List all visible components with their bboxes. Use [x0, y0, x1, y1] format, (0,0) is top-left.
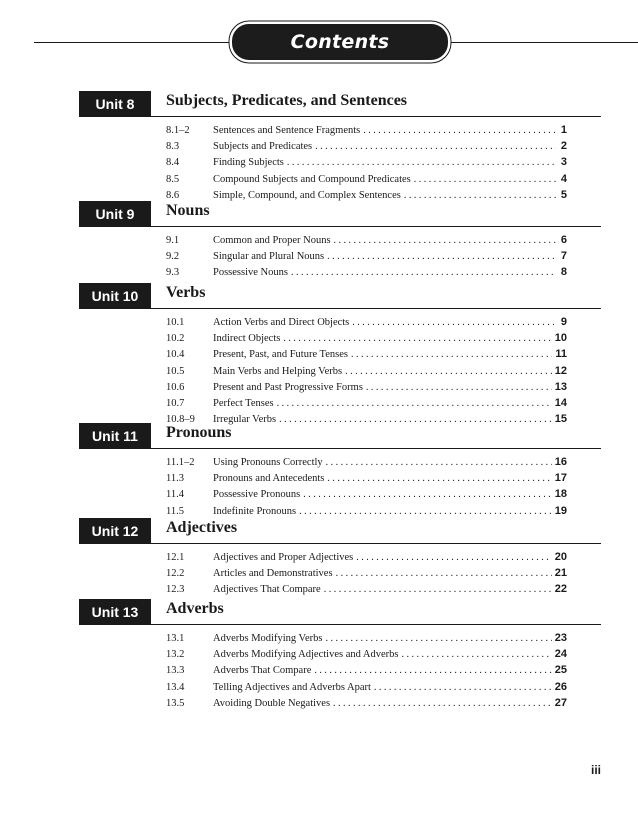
lesson-list — [166, 232, 567, 281]
dot-leader — [277, 396, 552, 412]
lesson-number: 9.3 — [166, 267, 180, 279]
dot-leader — [324, 582, 552, 598]
lesson-number: 11.4 — [166, 489, 184, 501]
unit-badge: Unit 12 — [79, 518, 151, 543]
lesson-page: 18 — [554, 488, 567, 501]
lesson-title: Present and Past Progressive Forms — [213, 381, 363, 393]
dot-leader — [325, 631, 551, 647]
unit-rule — [79, 308, 601, 309]
unit-rule — [79, 543, 601, 544]
lesson-list — [166, 454, 567, 519]
dot-leader — [401, 647, 551, 663]
lesson-page: 27 — [554, 696, 567, 709]
dot-leader — [366, 380, 552, 396]
lesson-number: 10.8–9 — [166, 414, 195, 426]
toc-entry[interactable] — [166, 646, 567, 662]
lesson-title: Adverbs That Compare — [213, 665, 312, 677]
lesson-page: 7 — [560, 250, 567, 263]
dot-leader — [345, 364, 552, 380]
lesson-title: Irregular Verbs — [213, 414, 277, 426]
lesson-page: 3 — [560, 156, 567, 169]
dot-leader — [333, 696, 552, 712]
lesson-number: 11.5 — [166, 505, 184, 517]
lesson-number: 8.4 — [166, 157, 180, 169]
dot-leader — [291, 265, 556, 281]
lesson-page: 6 — [560, 234, 567, 246]
lesson-title: Avoiding Double Negatives — [213, 697, 331, 709]
lesson-page: 12 — [554, 364, 567, 377]
lesson-page: 15 — [554, 413, 567, 426]
lesson-title: Sentences and Sentence Fragments — [213, 125, 361, 136]
toc-entry[interactable] — [166, 232, 567, 248]
dot-leader — [351, 347, 552, 363]
toc-entry[interactable] — [166, 314, 567, 330]
toc-entry[interactable] — [166, 470, 567, 486]
lesson-number: 9.1 — [166, 235, 180, 246]
toc-entry[interactable] — [166, 187, 567, 203]
unit-title: Verbs — [166, 284, 206, 301]
toc-entry[interactable] — [166, 154, 567, 170]
unit-title: Pronouns — [166, 424, 232, 441]
unit-rule — [79, 116, 601, 117]
lesson-number: 10.2 — [166, 333, 185, 345]
lesson-title: Adverbs Modifying Verbs — [213, 633, 323, 644]
lesson-title: Adjectives and Proper Adjectives — [213, 552, 354, 563]
unit-badge: Unit 8 — [79, 91, 151, 116]
lesson-list — [166, 314, 567, 427]
lesson-number: 12.2 — [166, 568, 185, 580]
unit-title: Nouns — [166, 202, 210, 219]
lesson-number: 8.3 — [166, 141, 180, 153]
toc-entry[interactable] — [166, 330, 567, 346]
lesson-page: 23 — [554, 632, 567, 644]
dot-leader — [279, 412, 552, 428]
dot-leader — [334, 233, 556, 249]
lesson-page: 1 — [560, 124, 567, 136]
lesson-number: 13.2 — [166, 649, 185, 661]
lesson-page: 16 — [554, 456, 567, 468]
lesson-title: Common and Proper Nouns — [213, 235, 331, 246]
lesson-page: 22 — [554, 583, 567, 596]
lesson-title: Possessive Pronouns — [213, 489, 301, 501]
dot-leader — [352, 315, 556, 331]
dot-leader — [283, 331, 551, 347]
lesson-page: 5 — [560, 188, 567, 201]
lesson-page: 21 — [554, 567, 567, 580]
lesson-number: 10.6 — [166, 381, 185, 393]
toc-entry[interactable] — [166, 138, 567, 154]
lesson-title: Using Pronouns Correctly — [213, 457, 323, 468]
toc-entry[interactable] — [166, 679, 567, 695]
toc-entry[interactable] — [166, 122, 567, 138]
unit-badge: Unit 9 — [79, 201, 151, 226]
lesson-number: 11.1–2 — [166, 457, 195, 468]
dot-leader — [374, 680, 552, 696]
dot-leader — [303, 487, 552, 503]
lesson-number: 8.1–2 — [166, 125, 190, 136]
lesson-page: 20 — [554, 551, 567, 563]
lesson-page: 9 — [560, 316, 567, 328]
lesson-page: 25 — [554, 664, 567, 677]
dot-leader — [326, 455, 552, 471]
lesson-title: Indefinite Pronouns — [213, 505, 297, 517]
toc-entry[interactable] — [166, 581, 567, 597]
dot-leader — [327, 471, 551, 487]
toc-entry[interactable] — [166, 264, 567, 280]
lesson-page: 2 — [560, 140, 567, 153]
lesson-title: Perfect Tenses — [213, 397, 274, 409]
dot-leader — [336, 566, 552, 582]
lesson-title: Action Verbs and Direct Objects — [213, 317, 350, 328]
lesson-title: Main Verbs and Helping Verbs — [213, 365, 343, 377]
toc-entry[interactable] — [166, 630, 567, 646]
dot-leader — [327, 249, 556, 265]
dot-leader — [363, 123, 556, 139]
lesson-number: 12.3 — [166, 584, 185, 596]
lesson-title: Telling Adjectives and Adverbs Apart — [213, 681, 371, 693]
lesson-number: 10.7 — [166, 397, 185, 409]
lesson-number: 13.3 — [166, 665, 185, 677]
dot-leader — [314, 663, 551, 679]
lesson-page: 19 — [554, 504, 567, 517]
lesson-title: Possessive Nouns — [213, 267, 288, 279]
dot-leader — [356, 550, 551, 566]
lesson-number: 8.5 — [166, 173, 180, 185]
dot-leader — [404, 188, 556, 204]
page-number: iii — [590, 763, 601, 777]
lesson-title: Simple, Compound, and Complex Sentences — [213, 189, 401, 201]
toc-entry[interactable] — [166, 363, 567, 379]
lesson-number: 10.4 — [166, 349, 185, 361]
lesson-title: Indirect Objects — [213, 333, 281, 345]
lesson-number: 11.3 — [166, 473, 184, 485]
lesson-list — [166, 122, 567, 203]
unit-title: Adverbs — [166, 600, 224, 617]
lesson-page: 26 — [554, 680, 567, 693]
toc-entry[interactable] — [166, 248, 567, 264]
lesson-page: 24 — [554, 648, 567, 661]
lesson-number: 8.6 — [166, 189, 180, 201]
lesson-page: 10 — [554, 332, 567, 345]
unit-badge: Unit 11 — [79, 423, 151, 448]
unit-title: Adjectives — [166, 519, 238, 536]
toc-entry[interactable] — [166, 454, 567, 470]
lesson-page: 4 — [560, 172, 567, 185]
toc-entry[interactable] — [166, 395, 567, 411]
lesson-title: Adverbs Modifying Adjectives and Adverbs — [213, 649, 399, 661]
toc-entry[interactable] — [166, 379, 567, 395]
lesson-page: 11 — [555, 348, 567, 361]
lesson-number: 13.1 — [166, 633, 185, 644]
lesson-number: 9.2 — [166, 251, 180, 263]
lesson-title: Subjects and Predicates — [213, 141, 313, 153]
page-title: Contents — [290, 31, 390, 53]
lesson-list — [166, 630, 567, 711]
toc-entry[interactable] — [166, 346, 567, 362]
dot-leader — [414, 172, 556, 188]
lesson-title: Pronouns and Antecedents — [213, 473, 325, 485]
unit-rule — [79, 448, 601, 449]
lesson-title: Compound Subjects and Compound Predicates — [213, 173, 411, 185]
lesson-page: 8 — [560, 266, 567, 279]
toc-entry[interactable] — [166, 503, 567, 519]
lesson-title: Articles and Demonstratives — [213, 568, 333, 580]
unit-badge: Unit 13 — [79, 599, 151, 624]
lesson-number: 10.1 — [166, 317, 185, 328]
unit-rule — [79, 226, 601, 227]
unit-rule — [79, 624, 601, 625]
dot-leader — [315, 139, 556, 155]
toc-entry[interactable] — [166, 549, 567, 565]
lesson-page: 17 — [554, 472, 567, 485]
lesson-title: Adjectives That Compare — [213, 584, 321, 596]
contents-banner — [232, 24, 448, 60]
toc-entry[interactable] — [166, 695, 567, 711]
lesson-number: 13.4 — [166, 681, 185, 693]
dot-leader — [299, 504, 552, 520]
unit-badge: Unit 10 — [79, 283, 151, 308]
lesson-title: Present, Past, and Future Tenses — [213, 349, 348, 361]
lesson-title: Finding Subjects — [213, 157, 284, 169]
unit-title: Subjects, Predicates, and Sentences — [166, 92, 408, 109]
lesson-title: Singular and Plural Nouns — [213, 251, 325, 263]
toc-entry[interactable] — [166, 171, 567, 187]
lesson-number: 13.5 — [166, 697, 185, 709]
lesson-page: 13 — [554, 380, 567, 393]
lesson-number: 10.5 — [166, 365, 185, 377]
lesson-page: 14 — [554, 396, 567, 409]
toc-entry[interactable] — [166, 486, 567, 502]
toc-entry[interactable] — [166, 565, 567, 581]
toc-entry[interactable] — [166, 662, 567, 678]
lesson-number: 12.1 — [166, 552, 185, 563]
lesson-list — [166, 549, 567, 598]
dot-leader — [287, 155, 556, 171]
